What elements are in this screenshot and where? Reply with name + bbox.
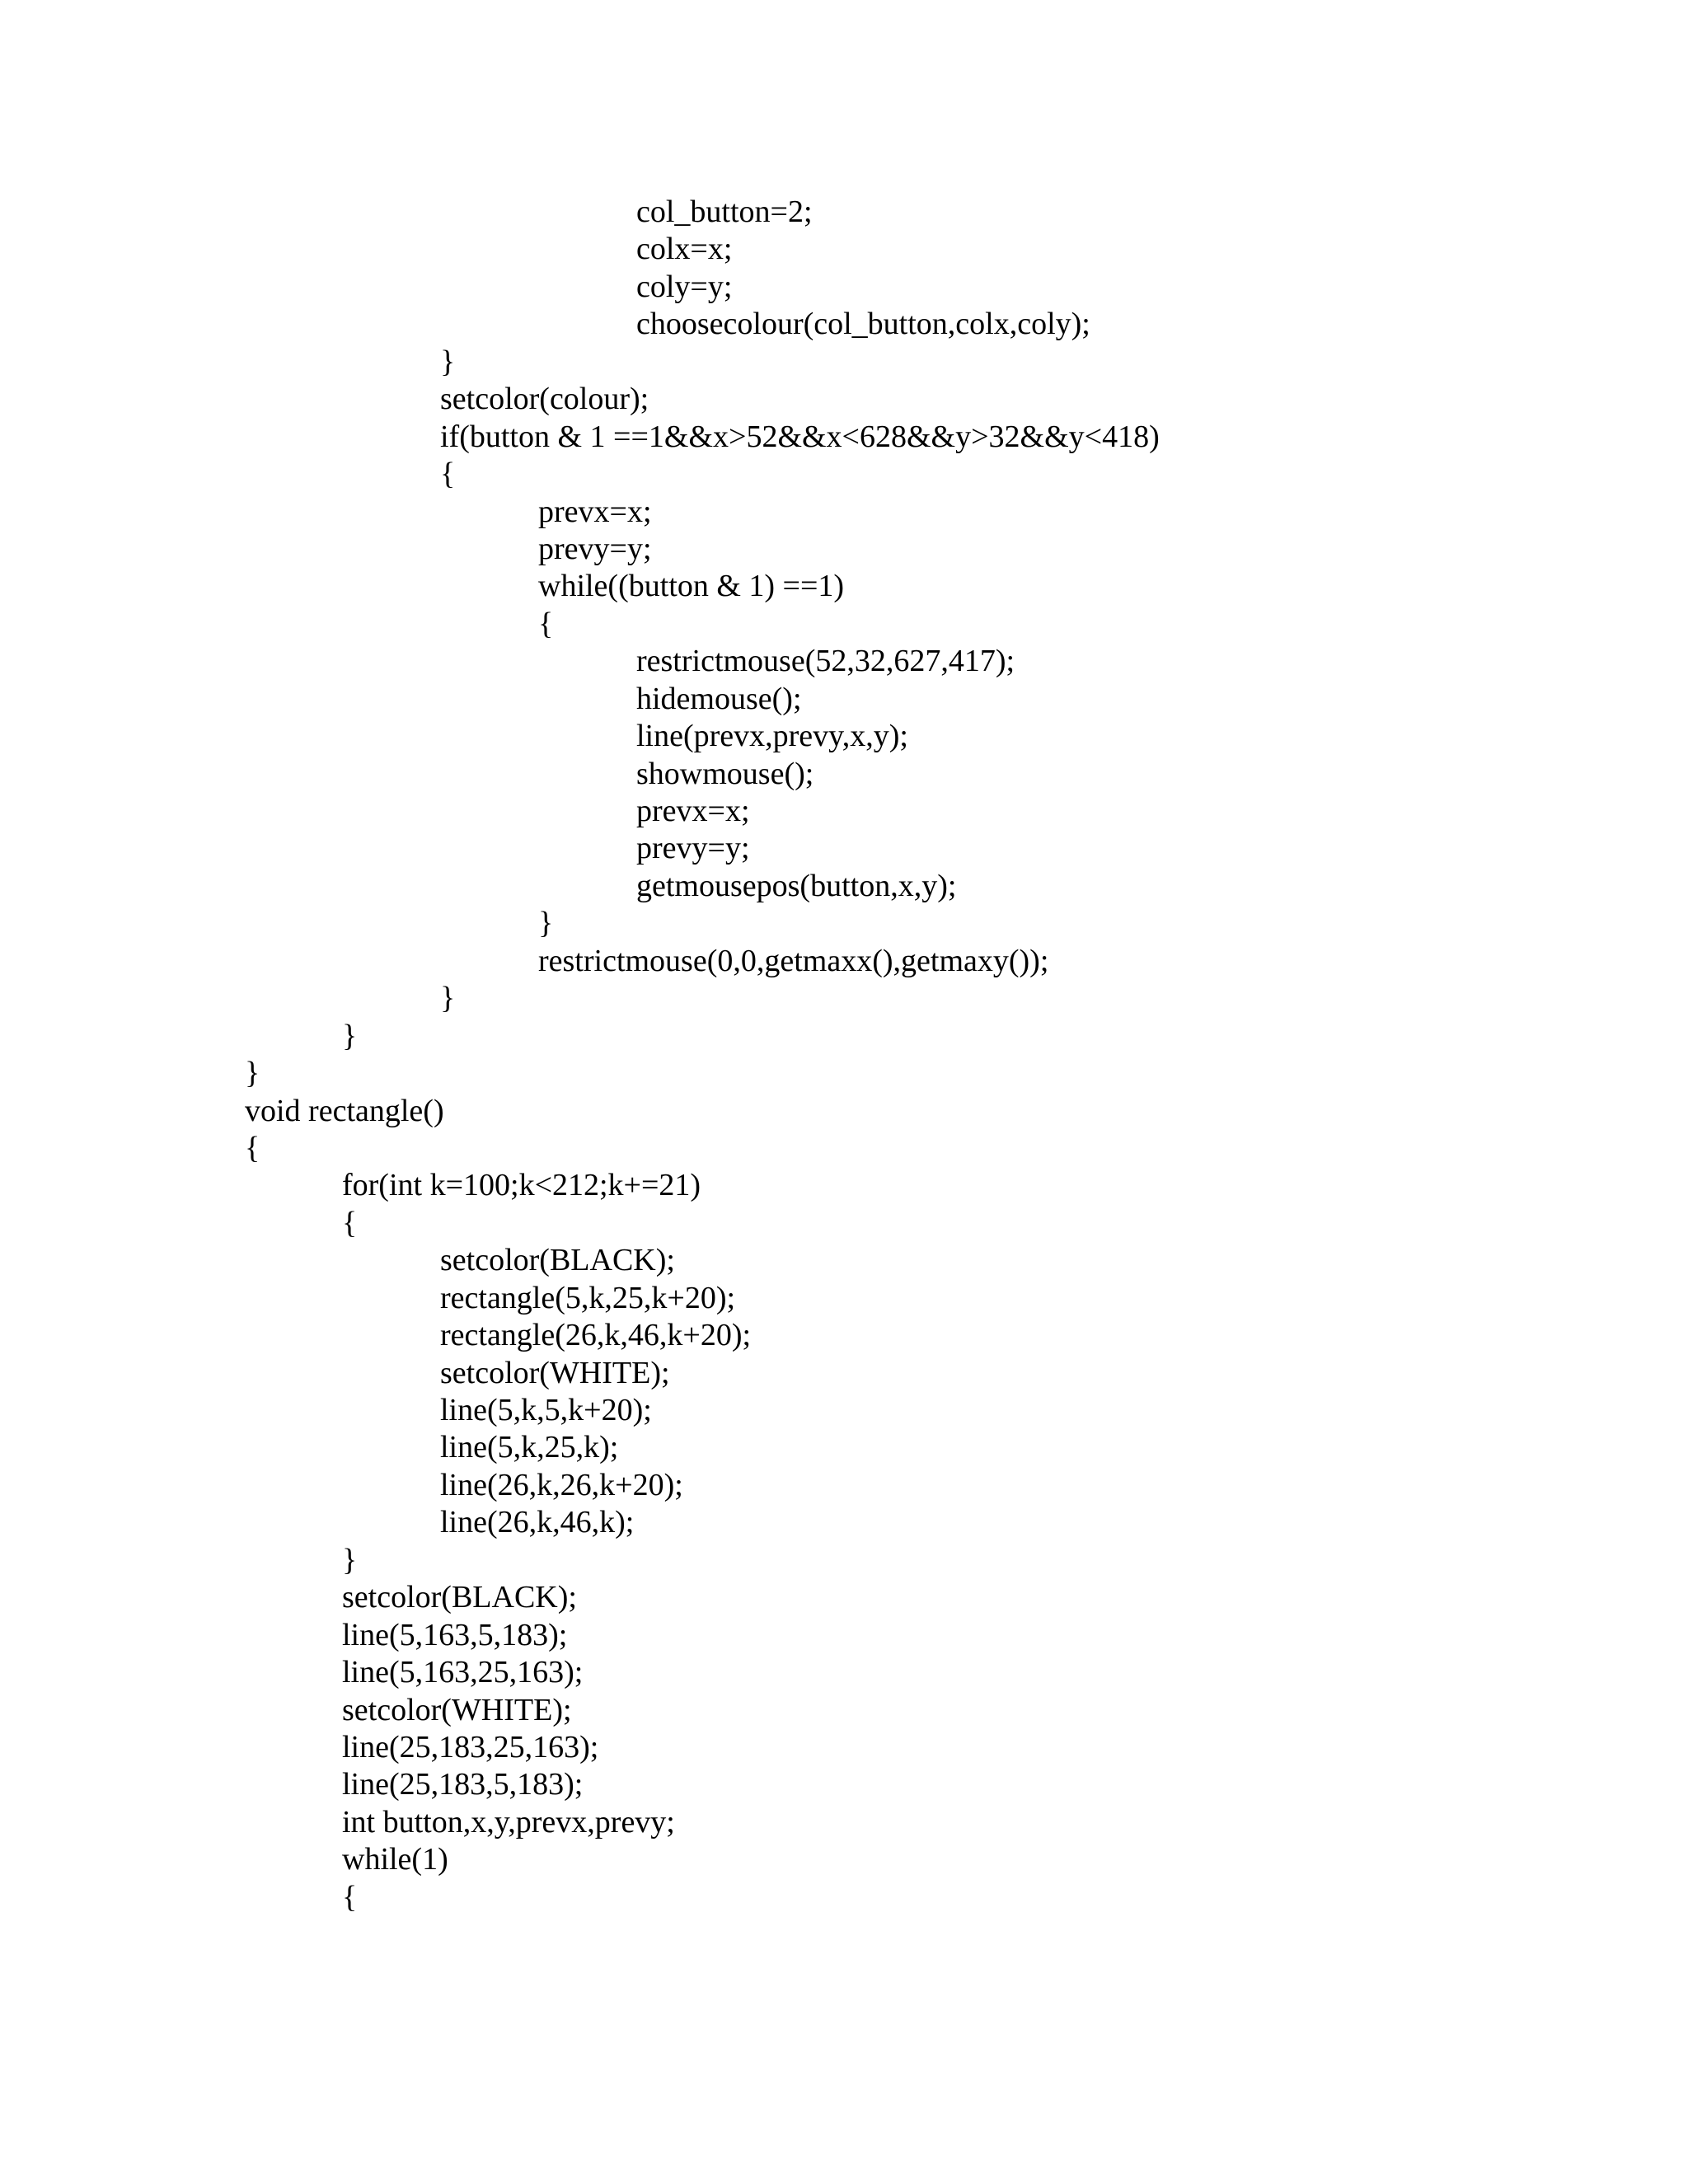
code-line (0, 1841, 1688, 1878)
code-line (0, 494, 1688, 531)
code-line-text: { (440, 457, 456, 492)
code-line-text: line(25,183,5,183); (342, 1767, 584, 1802)
code-line-text: if(button & 1 ==1&&x>52&&x<628&&y>32&&y<418) (440, 419, 1160, 454)
code-line (0, 1093, 1688, 1130)
code-line (0, 456, 1688, 493)
code-line-text: restrictmouse(52,32,627,417); (636, 644, 1015, 679)
code-line-text: { (538, 606, 554, 641)
code-line (0, 1654, 1688, 1691)
code-line (0, 1317, 1688, 1354)
code-line (0, 943, 1688, 980)
code-line (0, 830, 1688, 867)
code-line-text: } (342, 1542, 358, 1577)
code-line-text: line(26,k,46,k); (440, 1505, 635, 1540)
code-line-text: showmouse(); (636, 756, 814, 791)
code-line-text: line(5,163,5,183); (342, 1617, 568, 1652)
code-line (0, 643, 1688, 680)
code-line (0, 1018, 1688, 1055)
code-line-text: hidemouse(); (636, 681, 802, 716)
code-line-text: } (245, 1056, 260, 1091)
code-line (0, 1280, 1688, 1317)
code-line-text: prevx=x; (636, 794, 750, 828)
code-line (0, 1579, 1688, 1616)
code-line-text: prevy=y; (538, 531, 652, 566)
code-line (0, 1879, 1688, 1916)
code-line (0, 419, 1688, 456)
code-line-text: line(25,183,25,163); (342, 1729, 599, 1765)
code-line-text: int button,x,y,prevx,prevy; (342, 1804, 675, 1840)
code-line-text: col_button=2; (636, 194, 813, 229)
code-line (0, 231, 1688, 268)
code-line (0, 1167, 1688, 1204)
code-line (0, 1205, 1688, 1242)
code-line (0, 718, 1688, 755)
code-line (0, 606, 1688, 643)
code-line-text: } (538, 906, 554, 941)
code-line (0, 1429, 1688, 1466)
code-line-text: line(26,k,26,k+20); (440, 1467, 683, 1502)
code-line (0, 1355, 1688, 1392)
code-line (0, 1542, 1688, 1579)
code-line (0, 568, 1688, 605)
code-listing (0, 194, 1688, 1916)
code-line (0, 269, 1688, 306)
code-line-text: rectangle(5,k,25,k+20); (440, 1280, 736, 1315)
code-line-text: line(5,k,5,k+20); (440, 1393, 652, 1427)
code-line (0, 344, 1688, 381)
code-line (0, 1242, 1688, 1279)
code-line (0, 531, 1688, 568)
code-line-text: getmousepos(button,x,y); (636, 868, 957, 903)
code-line (0, 756, 1688, 793)
code-line (0, 1467, 1688, 1504)
code-line-text: prevx=x; (538, 494, 652, 529)
code-line (0, 1617, 1688, 1654)
code-line (0, 306, 1688, 343)
code-line (0, 681, 1688, 718)
code-line-text: while(1) (342, 1842, 448, 1877)
code-line (0, 1692, 1688, 1729)
code-line-text: setcolor(BLACK); (342, 1580, 577, 1615)
code-line (0, 1055, 1688, 1092)
code-line (0, 1504, 1688, 1541)
code-line-text: setcolor(WHITE); (342, 1692, 572, 1727)
code-line-text: choosecolour(col_button,colx,coly); (636, 307, 1090, 342)
code-line-text: restrictmouse(0,0,getmaxx(),getmaxy()); (538, 943, 1049, 978)
code-line (0, 1392, 1688, 1429)
code-line-text: setcolor(colour); (440, 382, 649, 417)
code-line-text: rectangle(26,k,46,k+20); (440, 1318, 752, 1353)
code-line-text: void rectangle() (245, 1093, 444, 1128)
code-line (0, 868, 1688, 905)
code-line-text: setcolor(WHITE); (440, 1355, 670, 1390)
code-line (0, 381, 1688, 418)
code-line-text: line(5,163,25,163); (342, 1655, 584, 1690)
code-line-text: } (440, 344, 456, 379)
code-line-text: line(5,k,25,k); (440, 1430, 619, 1465)
code-line (0, 1804, 1688, 1841)
code-line (0, 793, 1688, 830)
code-line-text: } (440, 981, 456, 1016)
code-line-text: for(int k=100;k<212;k+=21) (342, 1168, 701, 1203)
code-line (0, 194, 1688, 231)
code-line-text: { (245, 1130, 260, 1165)
code-line (0, 1766, 1688, 1803)
code-line-text: } (342, 1018, 358, 1053)
code-line (0, 1130, 1688, 1167)
code-line-text: setcolor(BLACK); (440, 1243, 675, 1278)
code-line-text: while((button & 1) ==1) (538, 569, 845, 604)
code-line (0, 1729, 1688, 1766)
code-line-text: coly=y; (636, 269, 733, 304)
code-line (0, 905, 1688, 942)
code-line-text: colx=x; (636, 232, 733, 267)
code-line-text: { (342, 1879, 358, 1915)
code-line-text: prevy=y; (636, 831, 750, 866)
code-line-text: { (342, 1205, 358, 1240)
code-line-text: line(prevx,prevy,x,y); (636, 719, 908, 754)
code-line (0, 980, 1688, 1017)
